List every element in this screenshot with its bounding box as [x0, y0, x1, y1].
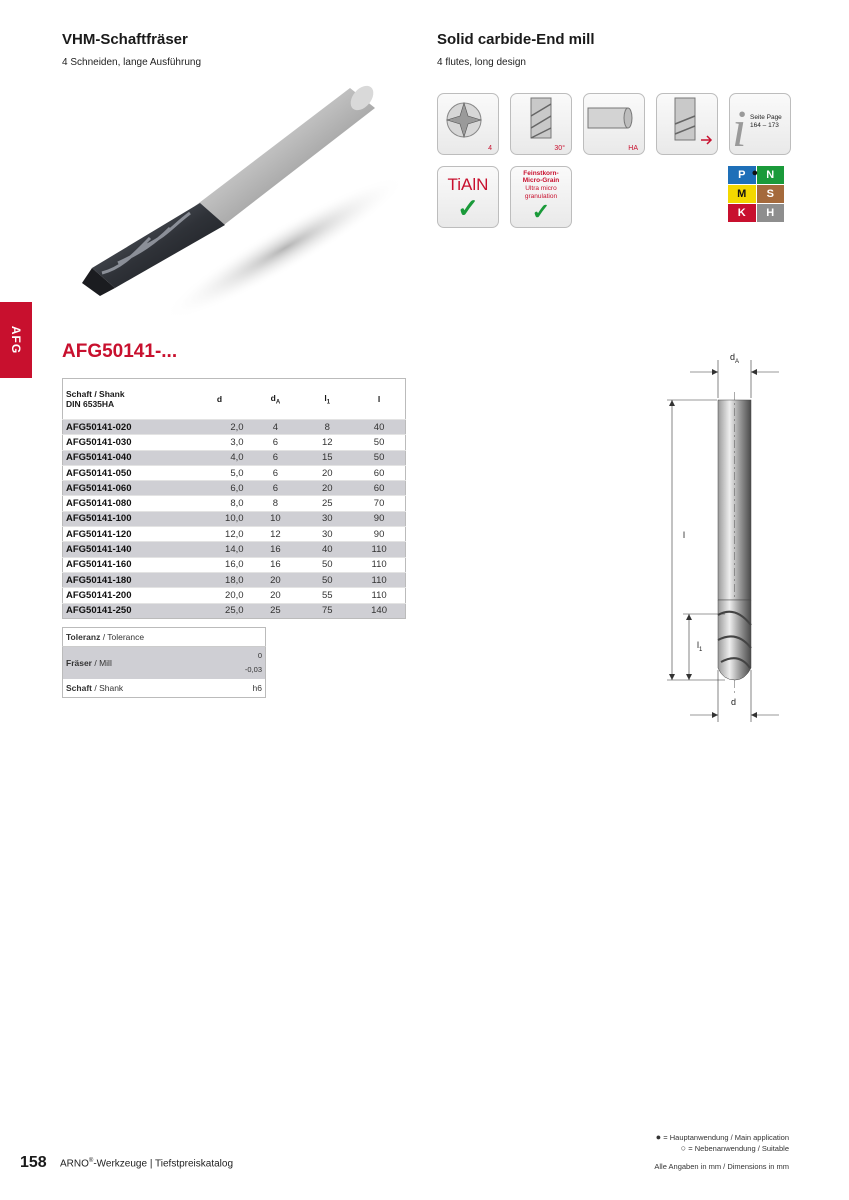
grain-line-2: Micro-Grain — [522, 177, 560, 184]
grain-line-1: Feinstkorn- — [523, 170, 559, 177]
cell-code: AFG50141-030 — [66, 436, 132, 448]
coating-icon — [437, 166, 499, 228]
info-page-label: Seite Page — [750, 114, 782, 121]
cell-code: AFG50141-120 — [66, 528, 132, 540]
cell-d: 12,0 — [225, 528, 244, 540]
cell-l: 140 — [353, 603, 405, 618]
micro-grain-icon — [510, 166, 572, 228]
cell-code: AFG50141-200 — [66, 589, 132, 601]
cell-da: 6 — [272, 467, 279, 479]
header-d: d — [189, 379, 249, 420]
section-tab — [0, 302, 32, 378]
cell-l1: 12 — [321, 436, 333, 448]
cell-da: 25 — [250, 603, 302, 618]
cell-da: 6 — [250, 481, 302, 496]
cell-d: 14,0 — [189, 542, 249, 557]
material-s: S — [757, 185, 785, 203]
table-row — [63, 435, 406, 450]
header-l: l — [353, 379, 405, 420]
drawing-label-da: $d_A$ — [730, 352, 740, 365]
shank-label: HA — [628, 145, 638, 152]
cell-code: AFG50141-100 — [63, 511, 190, 526]
cell-da: 6 — [272, 436, 279, 448]
cell-l1: 40 — [301, 542, 353, 557]
coolant-icon — [656, 93, 718, 155]
cell-l: 40 — [353, 420, 405, 435]
grain-line-4: granulation — [524, 193, 558, 200]
page-number: 158 — [20, 1154, 47, 1171]
table-row — [63, 603, 406, 618]
table-row — [63, 481, 406, 496]
cell-l1: 75 — [301, 603, 353, 618]
cell-da: 10 — [250, 511, 302, 526]
cell-l: 70 — [373, 498, 385, 510]
table-row — [63, 511, 406, 526]
drawing-label-l1: $l_1$ — [697, 640, 703, 653]
tolerance-shank-value: h6 — [252, 683, 262, 693]
cell-d: 8,0 — [230, 498, 244, 510]
catalog-title: ARNO®-Werkzeuge | Tiefstpreiskatalog — [60, 1158, 234, 1170]
helix-label: 30° — [554, 145, 565, 152]
table-row — [63, 557, 406, 572]
dimensions-note: Alle Angaben in mm / Dimensions in mm — [654, 1162, 789, 1171]
cell-l: 90 — [373, 528, 385, 540]
drawing-label-d: d — [731, 697, 737, 707]
grain-line-3: Ultra micro — [525, 185, 557, 192]
drawing-label-l: l — [683, 530, 685, 540]
table-row — [63, 572, 406, 587]
material-grid — [728, 166, 784, 222]
header-l1: $l_1$ — [301, 379, 353, 420]
cell-code: AFG50141-140 — [63, 542, 190, 557]
cell-da: 12 — [270, 528, 281, 540]
material-n-label: N — [766, 169, 775, 181]
cell-d: 20,0 — [225, 589, 244, 601]
cell-code: AFG50141-080 — [66, 498, 132, 510]
application-legend — [656, 1132, 789, 1154]
cell-d: 3,0 — [230, 436, 244, 448]
cell-l: 60 — [373, 467, 385, 479]
tolerance-shank: Schaft / Shank — [66, 683, 124, 693]
cell-d: 18,0 — [189, 572, 249, 587]
cell-d: 2,0 — [189, 420, 249, 435]
product-code: AFG50141-... — [62, 341, 178, 362]
flutes-icon — [437, 93, 499, 155]
check-icon: ✓ — [531, 199, 551, 224]
coating-text: TiAlN — [447, 175, 489, 194]
cell-code: AFG50141-050 — [66, 467, 132, 479]
legend-suitable: ○ = Nebenanwendung / Suitable — [680, 1143, 789, 1153]
cell-l: 50 — [373, 436, 385, 448]
cell-l: 110 — [371, 589, 387, 601]
cell-l1: 15 — [301, 450, 353, 465]
helix-angle-icon — [510, 93, 572, 155]
cell-da: 8 — [272, 498, 279, 510]
header-shank-2: DIN 6535HA — [66, 399, 115, 409]
cell-l1: 30 — [301, 511, 353, 526]
cell-d: 5,0 — [230, 467, 244, 479]
dimensions-table — [62, 378, 406, 619]
material-h: H — [757, 204, 785, 222]
cell-l: 60 — [353, 481, 405, 496]
check-icon: ✓ — [457, 193, 479, 223]
table-row — [63, 465, 406, 480]
material-p: P — [728, 166, 756, 184]
section-tab-label: AFG — [9, 325, 23, 355]
cell-l1: 20 — [301, 481, 353, 496]
header-shank — [63, 379, 190, 420]
cell-l: 110 — [353, 542, 405, 557]
cell-code: AFG50141-020 — [63, 420, 190, 435]
info-page-range: 164 – 173 — [750, 122, 779, 129]
cell-code: AFG50141-040 — [63, 450, 190, 465]
material-m: M — [728, 185, 756, 203]
cell-l1: 55 — [321, 589, 333, 601]
table-row — [63, 588, 406, 603]
cell-code: AFG50141-250 — [63, 603, 190, 618]
table-row — [63, 496, 406, 511]
cell-code: AFG50141-060 — [63, 481, 190, 496]
cell-l: 90 — [353, 511, 405, 526]
cell-l1: 8 — [301, 420, 353, 435]
cell-d: 10,0 — [189, 511, 249, 526]
table-row — [63, 450, 406, 465]
tolerance-header: Toleranz / Tolerance — [66, 632, 145, 642]
end-mill-photo — [70, 78, 410, 328]
cell-da: 20 — [250, 572, 302, 587]
header-da: $d_A$ — [250, 379, 302, 420]
cell-code: AFG50141-180 — [63, 572, 190, 587]
material-n — [751, 166, 785, 184]
info-icon — [729, 93, 791, 155]
tolerance-table — [62, 627, 266, 698]
tolerance-mill-value: 0 -0,03 — [244, 651, 262, 674]
subtitle-de: 4 Schneiden, lange Ausführung — [62, 57, 201, 68]
svg-text:i: i — [732, 101, 747, 154]
cell-l: 110 — [371, 559, 387, 571]
legend-main: ● = Hauptanwendung / Main application — [655, 1132, 789, 1142]
cell-da: 16 — [250, 542, 302, 557]
table-row — [63, 420, 406, 435]
cell-d: 25,0 — [189, 603, 249, 618]
table-row — [63, 527, 406, 542]
cell-d: 4,0 — [189, 450, 249, 465]
cell-l1: 50 — [301, 572, 353, 587]
cell-l: 50 — [353, 450, 405, 465]
table-row — [63, 542, 406, 557]
technical-drawing — [655, 350, 785, 725]
material-k: K — [728, 204, 756, 222]
subtitle-en: 4 flutes, long design — [437, 57, 526, 68]
cell-da: 20 — [270, 589, 281, 601]
cell-l: 110 — [353, 572, 405, 587]
cell-da: 6 — [250, 450, 302, 465]
cell-l1: 25 — [321, 498, 333, 510]
cell-da: 16 — [270, 559, 281, 571]
main-application-dot: ● — [751, 167, 759, 179]
cell-code: AFG50141-160 — [66, 559, 132, 571]
tolerance-mill: Fräser / Mill — [66, 658, 112, 668]
cell-l1: 50 — [321, 559, 333, 571]
title-de: VHM-Schaftfräser — [62, 31, 188, 48]
shank-ha-icon — [583, 93, 645, 155]
cell-da: 4 — [250, 420, 302, 435]
flutes-label: 4 — [488, 145, 492, 152]
cell-d: 6,0 — [189, 481, 249, 496]
title-en: Solid carbide-End mill — [437, 31, 595, 48]
cell-d: 16,0 — [225, 559, 244, 571]
header-shank-1: Schaft / Shank — [66, 389, 125, 399]
cell-l1: 20 — [321, 467, 333, 479]
cell-l1: 30 — [321, 528, 333, 540]
